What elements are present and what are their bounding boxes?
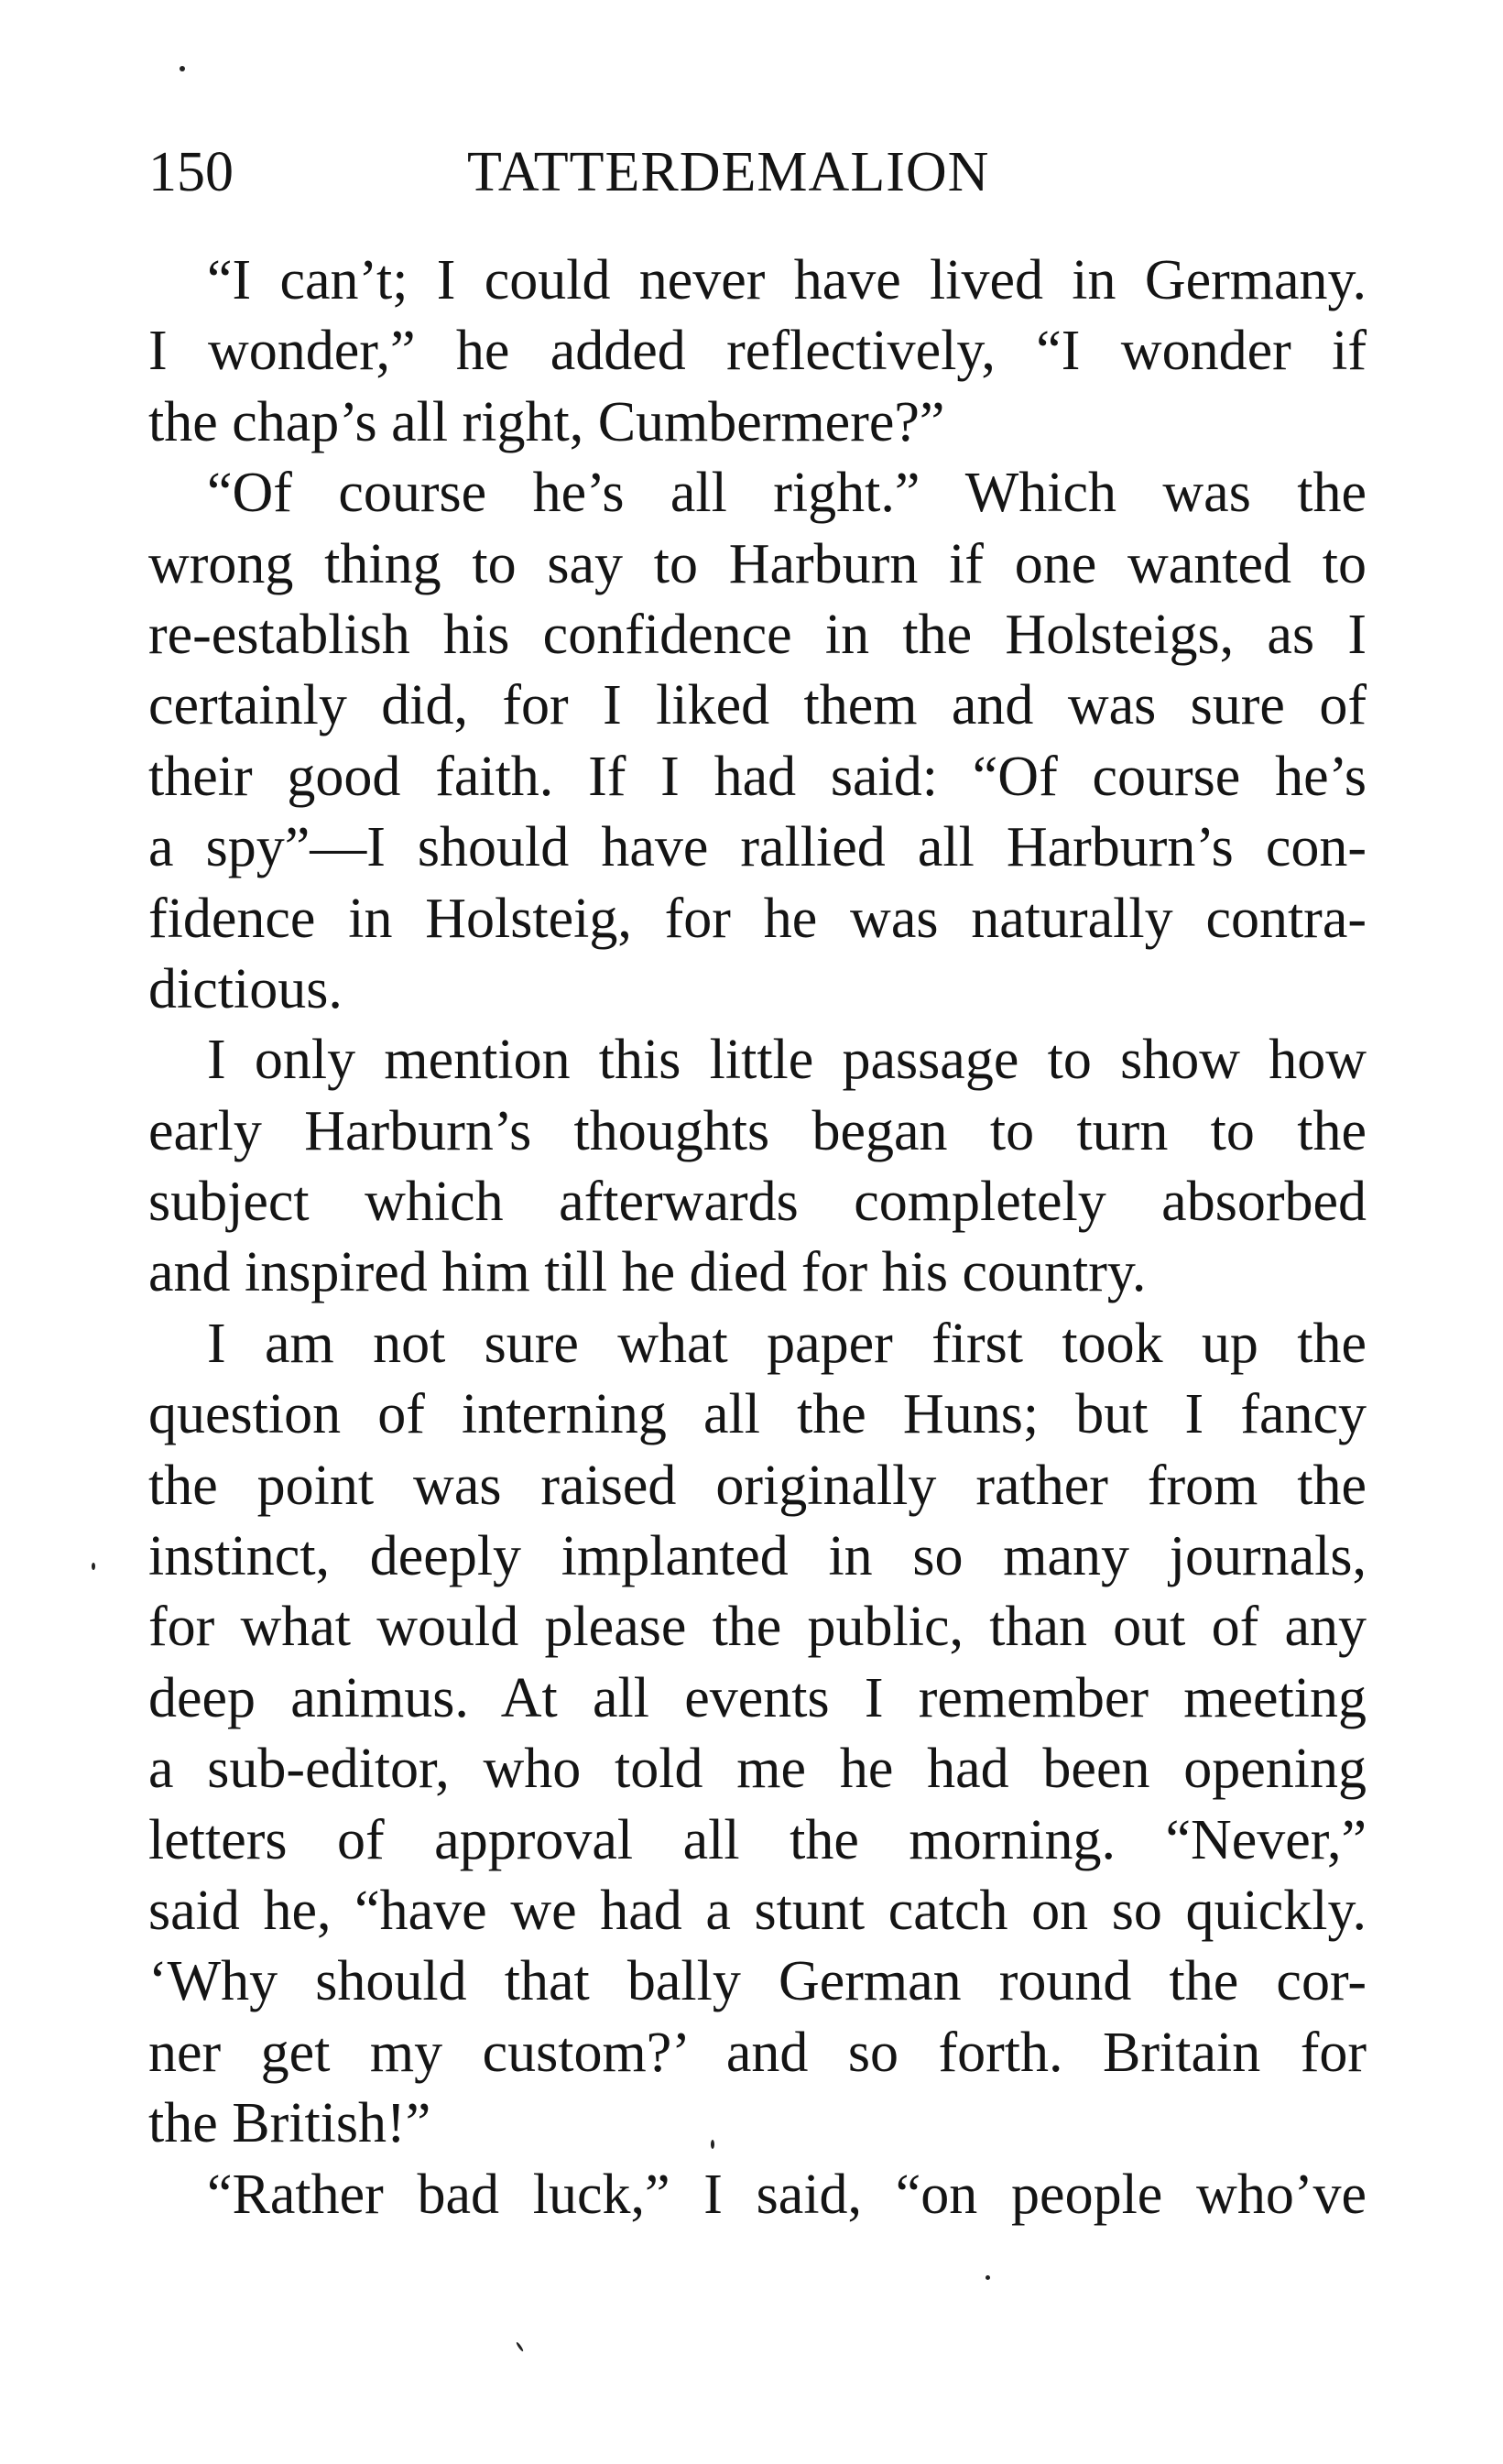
text-line: said he, “have we had a stunt catch on so quickly. bbox=[148, 1879, 1367, 1942]
text-line: “I can’t; I could never have lived in Germany. bbox=[207, 249, 1367, 311]
text-line: a sub-editor, who told me he had been opening bbox=[148, 1738, 1367, 1801]
page-number: 150 bbox=[148, 141, 234, 203]
text-line: I only mention this little passage to show how bbox=[207, 1029, 1367, 1092]
text-line: deep animus. At all events I remember meeting bbox=[148, 1666, 1367, 1729]
running-title: TATTERDEMALION bbox=[467, 141, 990, 203]
text-line: I am not sure what paper first took up the bbox=[207, 1312, 1367, 1375]
text-line: certainly did, for I liked them and was sure of bbox=[148, 674, 1367, 737]
text-line: wrong thing to say to Harburn if one wanted to bbox=[148, 532, 1367, 595]
text-line: and inspired him till he died for his country. bbox=[148, 1241, 1147, 1304]
text-line: instinct, deeply implanted in so many journals, bbox=[148, 1525, 1367, 1588]
text-line: ‘Why should that bally German round the cor- bbox=[148, 1950, 1367, 2013]
text-line: I wonder,” he added reflectively, “I wonder if bbox=[148, 320, 1367, 383]
text-line: letters of approval all the morning. “Never,” bbox=[148, 1808, 1367, 1871]
scan-speck bbox=[516, 2341, 524, 2352]
text-line: “Of course he’s all right.” Which was the bbox=[207, 462, 1367, 525]
scan-speck bbox=[986, 2275, 990, 2280]
text-line: re-establish his confidence in the Holsteigs, as I bbox=[148, 603, 1367, 666]
text-line: question of interning all the Huns; but I fancy bbox=[148, 1383, 1367, 1446]
text-line: dictious. bbox=[148, 957, 343, 1020]
text-line: “Rather bad luck,” I said, “on people who’ve bbox=[207, 2163, 1367, 2226]
text-line: fidence in Holsteig, for he was naturally contra- bbox=[148, 887, 1367, 950]
text-line: the British!” bbox=[148, 2092, 431, 2155]
text-line: their good faith. If I had said: “Of course he’s bbox=[148, 745, 1367, 808]
text-line: subject which afterwards completely absorbed bbox=[148, 1171, 1367, 1234]
text-line: ner get my custom?’ and so forth. Britain for bbox=[148, 2021, 1367, 2084]
text-line: early Harburn’s thoughts began to turn to the bbox=[148, 1099, 1367, 1162]
text-line: for what would please the public, than out of any bbox=[148, 1596, 1367, 1659]
scan-speck bbox=[711, 2140, 714, 2149]
body-text bbox=[148, 245, 1367, 2230]
text-line: the point was raised originally rather from the bbox=[148, 1454, 1367, 1517]
text-line: the chap’s all right, Cumbermere?” bbox=[148, 390, 945, 453]
text-line: a spy”—I should have rallied all Harburn’s con- bbox=[148, 816, 1367, 879]
scan-speck bbox=[180, 66, 185, 71]
running-header bbox=[148, 136, 1367, 209]
scan-speck bbox=[92, 1563, 95, 1570]
